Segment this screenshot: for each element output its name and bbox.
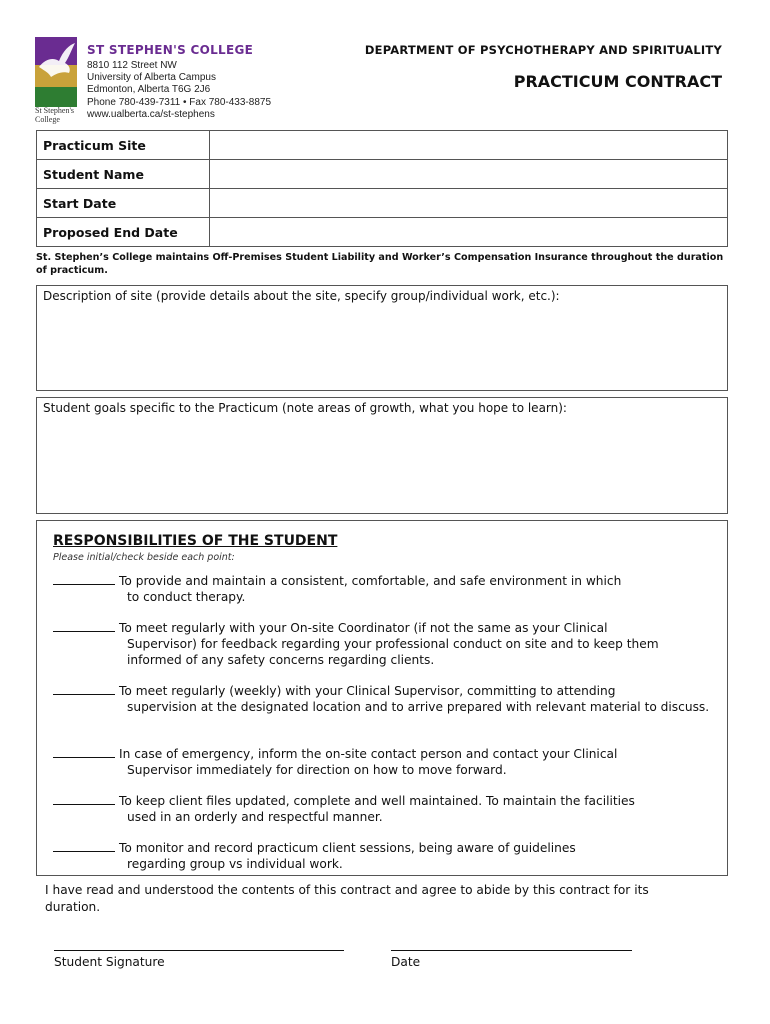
student-name-label: Student Name [37,160,210,189]
list-item [53,840,713,872]
address-line: www.ualberta.ca/st-stephens [87,108,215,120]
department-heading: DEPARTMENT OF PSYCHOTHERAPY AND SPIRITUALITY [364,43,722,57]
item-text-cont: Supervisor immediately for direction on how to move forward. [127,763,507,777]
list-item [53,793,713,825]
start-date-label: Start Date [37,189,210,218]
initial-blank[interactable] [53,622,115,632]
college-address [87,60,271,121]
site-description-prompt: Description of site (provide details about the site, specify group/individual work, etc.): [43,289,560,303]
insurance-note: St. Stephen’s College maintains Off-Premises Student Liability and Worker’s Compensation Insurance throughout the duration of practicum. [36,252,724,276]
item-text: In case of emergency, inform the on-site contact person and contact your Clinical [119,747,618,761]
item-text: To keep client files updated, complete and well maintained. To maintain the facilities [119,794,635,808]
item-text: To monitor and record practicum client sessions, being aware of guidelines [119,841,576,855]
address-line: University of Alberta Campus [87,72,216,84]
end-date-label: Proposed End Date [37,218,210,247]
end-date-field[interactable] [210,218,728,247]
site-description-box[interactable] [36,285,728,391]
address-line: Edmonton, Alberta T6G 2J6 [87,84,211,96]
date-line[interactable] [391,950,632,951]
college-name: ST STEPHEN'S COLLEGE [87,43,254,57]
initial-blank[interactable] [53,795,115,805]
table-row [37,218,728,247]
practicum-site-label: Practicum Site [37,131,210,160]
list-item [53,573,713,605]
item-text-cont: Supervisor) for feedback regarding your professional conduct on site and to keep them informed of any safety concerns regarding clients. [127,637,659,667]
student-signature-label: Student Signature [54,955,165,969]
table-row [37,189,728,218]
responsibilities-instruction: Please initial/check beside each point: [53,552,235,563]
student-name-field[interactable] [210,160,728,189]
address-line: 8810 112 Street NW [87,60,177,71]
item-text: To meet regularly with your On-site Coordinator (if not the same as your Clinical [119,621,608,635]
address-line: Phone 780-439-7311 • Fax 780-433-8875 [87,96,272,108]
agreement-statement: I have read and understood the contents of this contract and agree to abide by this contract for its duration. [45,883,649,914]
signature-line[interactable] [54,950,344,951]
date-label: Date [391,955,421,969]
practicum-site-field[interactable] [210,131,728,160]
student-goals-box[interactable] [36,397,728,514]
list-item [53,620,713,668]
logo-caption: St Stephen's College [35,106,74,124]
start-date-field[interactable] [210,189,728,218]
table-row [37,131,728,160]
item-text: To provide and maintain a consistent, comfortable, and safe environment in which [119,574,622,588]
list-item [53,746,713,778]
initial-blank[interactable] [53,685,115,695]
document-title: PRACTICUM CONTRACT [513,72,722,91]
college-logo-icon [35,37,77,107]
item-text: To meet regularly (weekly) with your Clinical Supervisor, committing to attending [119,684,616,698]
initial-blank[interactable] [53,748,115,758]
item-text-cont: regarding group vs individual work. [127,857,343,871]
item-text-cont: used in an orderly and respectful manner. [127,810,383,824]
initial-blank[interactable] [53,842,115,852]
practicum-info-table [36,130,728,247]
list-item [53,683,713,715]
responsibilities-section [36,520,728,876]
student-goals-prompt: Student goals specific to the Practicum (note areas of growth, what you hope to learn): [43,401,567,415]
responsibilities-title: RESPONSIBILITIES OF THE STUDENT [53,533,338,549]
initial-blank[interactable] [53,575,115,585]
item-text-cont: to conduct therapy. [127,590,246,604]
table-row [37,160,728,189]
item-text-cont: supervision at the designated location and to arrive prepared with relevant material to discuss. [127,700,710,714]
